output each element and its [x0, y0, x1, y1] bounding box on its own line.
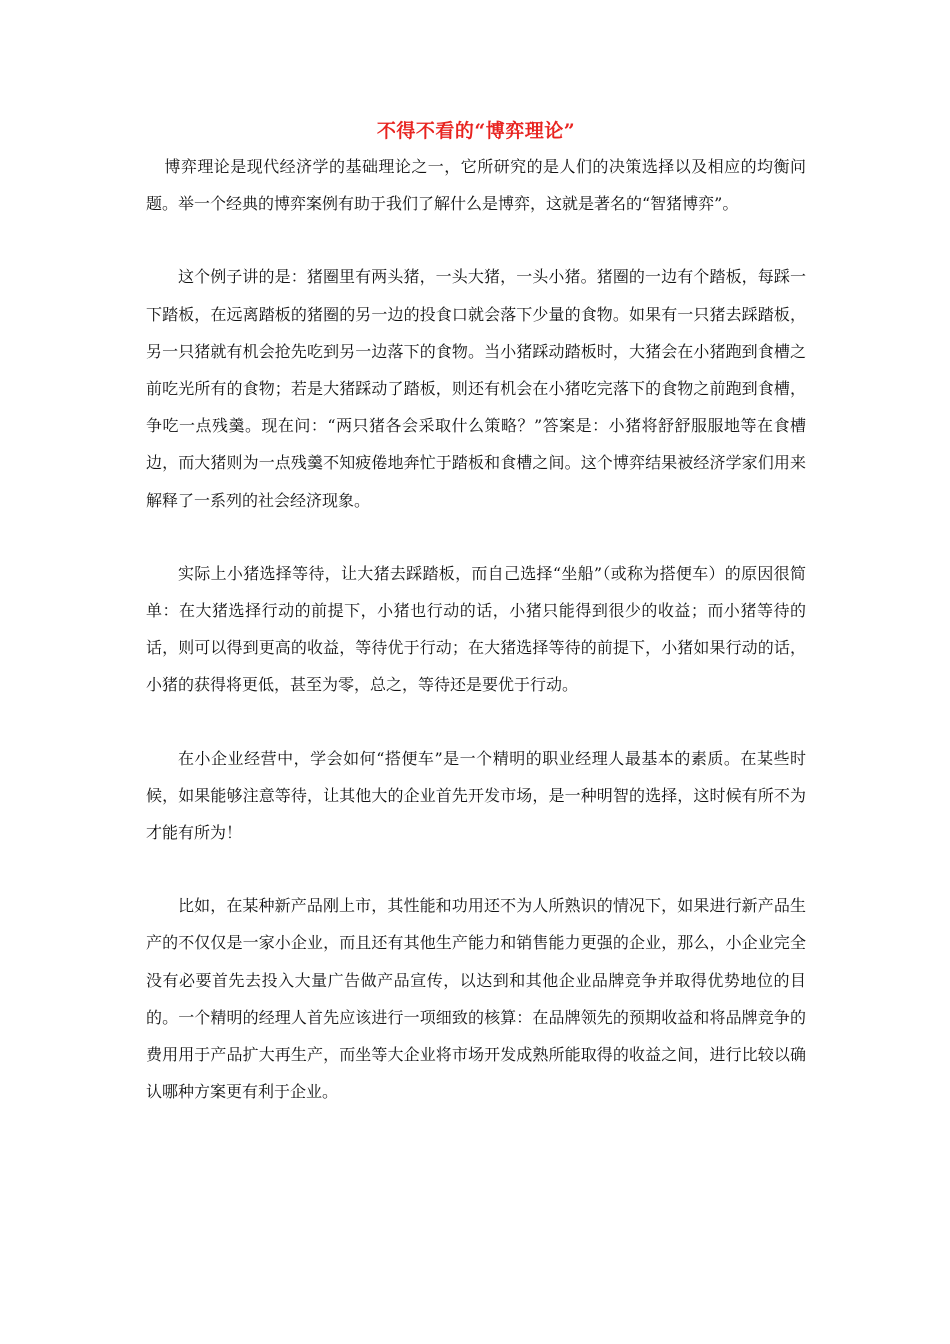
- paragraph-gap: [146, 851, 806, 887]
- paragraph-intro: 博弈理论是现代经济学的基础理论之一，它所研究的是人们的决策选择以及相应的均衡问题。举一个经典的博弈案例有助于我们了解什么是博弈，这就是著名的“智猪博弈”。: [146, 157, 806, 214]
- paragraph-gap: [146, 704, 806, 740]
- paragraph-business: 在小企业经营中，学会如何“搭便车”是一个精明的职业经理人最基本的素质。在某些时候，如果能够注意等待，让其他大的企业首先开发市场，是一种明智的选择，这时候有所不为才能有所为！: [146, 748, 806, 843]
- paragraph-analysis: 实际上小猪选择等待，让大猪去踩踏板，而自己选择“坐船”（或称为搭便车）的原因很简单：在大猪选择行动的前提下，小猪也行动的话，小猪只能得到很少的收益；而小猪等待的话，则可以得到更高的收益，等待优于行动；在大猪选择等待的前提下，小猪如果行动的话，小猪的获得将更低，甚至为零，总之，等待还是要优于行动。: [146, 563, 806, 695]
- paragraph-case: 比如，在某种新产品刚上市，其性能和功用还不为人所熟识的情况下，如果进行新产品生产的不仅仅是一家小企业，而且还有其他生产能力和销售能力更强的企业，那么，小企业完全没有必要首先去投入大量广告做产品宣传，以达到和其他企业品牌竞争并取得优势地位的目的。一个精明的经理人首先应该进行一项细致的核算：在品牌领先的预期收益和将品牌竞争的费用用于产品扩大再生产，而坐等大企业将市场开发成熟所能取得的收益之间，进行比较以确认哪种方案更有利于企业。: [146, 896, 806, 1102]
- paragraph-example: 这个例子讲的是：猪圈里有两头猪，一头大猪，一头小猪。猪圈的一边有个踏板，每踩一下踏板，在远离踏板的猪圈的另一边的投食口就会落下少量的食物。如果有一只猪去踩踏板，另一只猪就有机会抢先吃到另一边落下的食物。当小猪踩动踏板时，大猪会在小猪跑到食槽之前吃光所有的食物；若是大猪踩动了踏板，则还有机会在小猪吃完落下的食物之前跑到食槽，争吃一点残羹。现在问：“两只猪各会采取什么策略？”答案是：小猪将舒舒服服地等在食槽边，而大猪则为一点残羹不知疲倦地奔忙于踏板和食槽之间。这个博弈结果被经济学家们用来解释了一系列的社会经济现象。: [146, 267, 806, 510]
- document-title: 不得不看的“博弈理论”: [376, 120, 576, 142]
- paragraph-gap: [146, 222, 806, 258]
- document-page: [146, 118, 806, 1110]
- paragraph-gap: [146, 519, 806, 555]
